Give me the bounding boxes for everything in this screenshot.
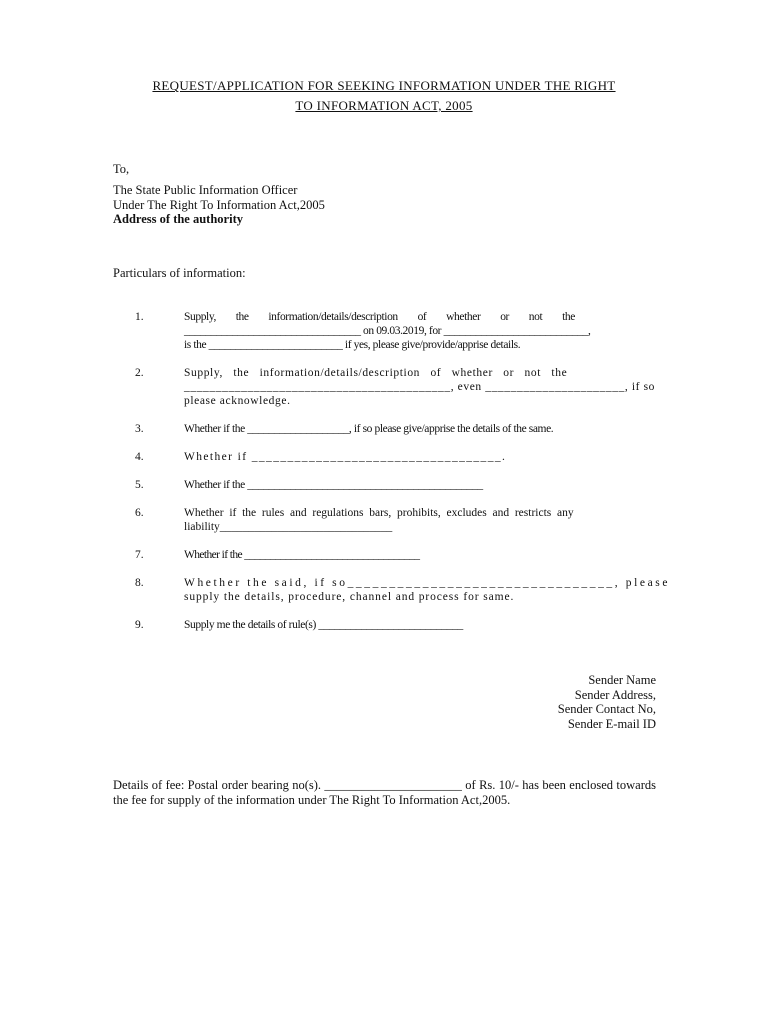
item-line: supply the details, procedure, channel and process for same. bbox=[184, 591, 515, 603]
item-number: 4. bbox=[135, 451, 144, 463]
item-line: Supply, the information/details/description of whether or not the bbox=[184, 367, 568, 379]
item-line: Whether if ___________________________________. bbox=[184, 451, 507, 463]
title-line-1: REQUEST/APPLICATION FOR SEEKING INFORMATION UNDER THE RIGHT bbox=[152, 78, 616, 93]
item-line: Whether if the ___________________, if so please give/apprise the details of the same. bbox=[184, 423, 554, 435]
item-line: Whether if the ____________________________________________ bbox=[184, 479, 483, 491]
particulars-label: Particulars of information: bbox=[113, 266, 246, 280]
item-line: Whether if the rules and regulations bars, prohibits, excludes and restricts any bbox=[184, 507, 574, 519]
sender-address: Sender Address, bbox=[574, 687, 656, 702]
sender-contact: Sender Contact No, bbox=[557, 702, 656, 716]
item-number: 8. bbox=[135, 577, 144, 589]
item-line: liability______________________________ bbox=[184, 521, 393, 533]
item-line: Whether if the __________________________________ bbox=[184, 549, 420, 561]
item-line: _________________________________ on 09.03.2019, for ___________________________, bbox=[184, 325, 591, 337]
item-number: 5. bbox=[135, 479, 144, 491]
recipient-line-1: The State Public Information Officer bbox=[113, 183, 298, 197]
item-number: 7. bbox=[135, 549, 144, 561]
title-line-2: TO INFORMATION ACT, 2005 bbox=[295, 98, 473, 113]
item-number: 2. bbox=[135, 367, 144, 379]
document-title bbox=[100, 76, 668, 116]
item-number: 3. bbox=[135, 423, 144, 435]
item-number: 6. bbox=[135, 507, 144, 519]
item-line: please acknowledge. bbox=[184, 395, 291, 407]
sender-email: Sender E-mail ID bbox=[567, 716, 656, 731]
sender-block bbox=[558, 673, 656, 731]
recipient-block bbox=[113, 183, 325, 227]
item-line: is the _________________________ if yes, please give/provide/apprise details. bbox=[184, 339, 521, 351]
item-number: 1. bbox=[135, 311, 144, 323]
item-line: __________________________________________, even ______________________, if so bbox=[184, 381, 656, 393]
item-line: Supply, the information/details/description of whether or not the bbox=[184, 311, 575, 323]
item-line: Supply me the details of rule(s) ___________________________ bbox=[184, 619, 463, 631]
sender-name: Sender Name bbox=[588, 673, 656, 687]
recipient-address: Address of the authority bbox=[113, 212, 243, 226]
fee-details: Details of fee: Postal order bearing no(s). ______________________ of Rs. 10/- has been enclosed towards the fee for supply of the information under The Right To Information Act,2005. bbox=[113, 778, 656, 807]
item-number: 9. bbox=[135, 619, 144, 631]
item-line: Whether the said, if so________________________________, please bbox=[184, 577, 671, 589]
salutation: To, bbox=[113, 162, 130, 176]
recipient-line-2: Under The Right To Information Act,2005 bbox=[113, 197, 325, 212]
